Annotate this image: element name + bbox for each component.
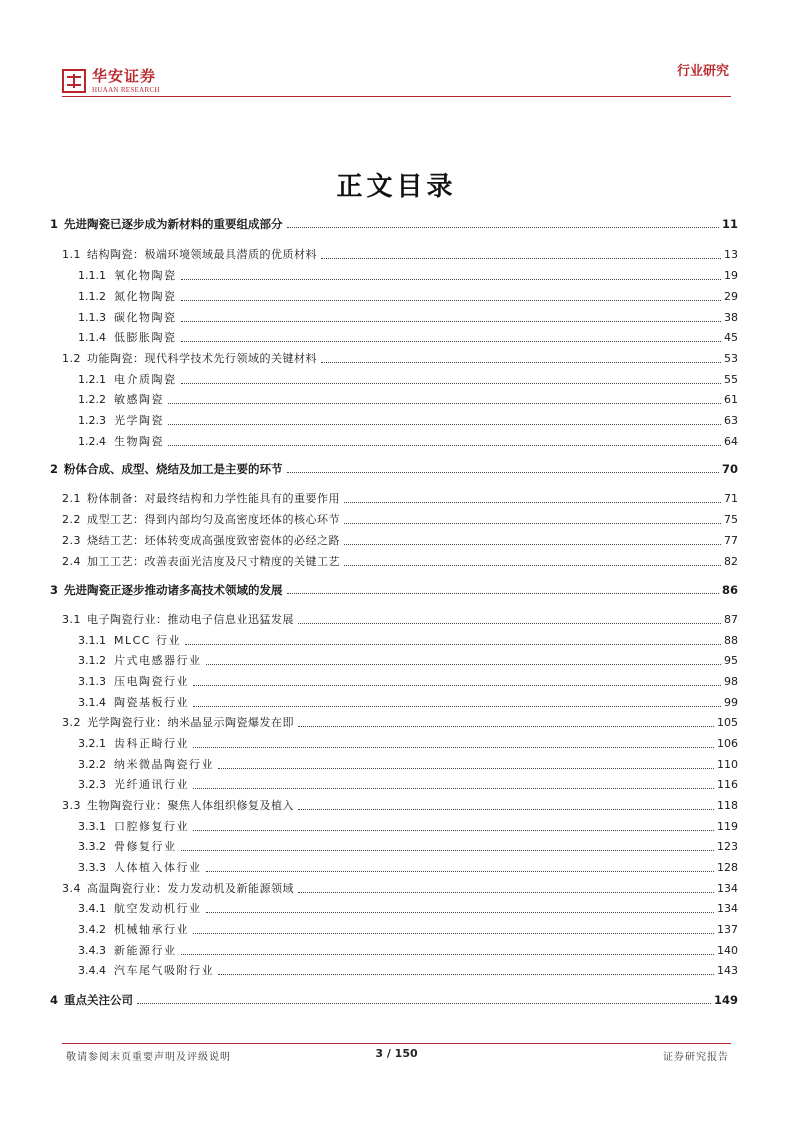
toc-entry[interactable] <box>78 734 738 754</box>
toc-leader-dots <box>287 472 719 473</box>
toc-entry-number: 3.2 <box>62 716 81 729</box>
toc-leader-dots <box>181 300 722 301</box>
toc-leader-dots <box>298 809 714 810</box>
toc-entry-label: 片式电感器行业 <box>114 654 202 667</box>
toc-leader-dots <box>344 502 721 503</box>
toc-leader-dots <box>168 424 721 425</box>
toc-entry-number: 3.4.2 <box>78 923 106 936</box>
toc-leader-dots <box>181 954 715 955</box>
toc-entry-page: 149 <box>713 993 738 1007</box>
toc-entry[interactable] <box>78 287 738 307</box>
toc-leader-dots <box>181 341 722 342</box>
toc-entry-page: 95 <box>724 654 738 667</box>
toc-entry[interactable] <box>78 817 738 837</box>
toc-entry-number: 3.3.1 <box>78 820 106 833</box>
toc-entry[interactable] <box>78 775 738 795</box>
toc-entry-label: 电子陶瓷行业：推动电子信息业迅猛发展 <box>87 613 294 626</box>
toc-leader-dots <box>298 892 714 893</box>
toc-entry-label: 生物陶瓷 <box>114 435 164 448</box>
toc-entry-page: 98 <box>724 675 738 688</box>
toc-entry-number: 3.1.2 <box>78 654 106 667</box>
toc-entry-number: 1.1.3 <box>78 311 106 324</box>
toc-entry-number: 1.1.1 <box>78 269 106 282</box>
toc-entry-page: 63 <box>724 414 738 427</box>
toc-entry-page: 86 <box>721 583 738 597</box>
toc-entry-number: 2 <box>50 462 59 476</box>
toc-leader-dots <box>193 933 714 934</box>
toc-entry[interactable] <box>78 390 738 410</box>
toc-entry-page: 119 <box>717 820 738 833</box>
toc-leader-dots <box>321 258 721 259</box>
toc-entry-label: 粉体制备：对最终结构和力学性能具有的重要作用 <box>87 492 340 505</box>
toc-leader-dots <box>137 1003 711 1004</box>
toc-entry-page: 70 <box>721 462 738 476</box>
toc-entry-number: 3.2.2 <box>78 758 106 771</box>
toc-entry-page: 64 <box>724 435 738 448</box>
toc-leader-dots <box>168 403 721 404</box>
toc-leader-dots <box>218 974 714 975</box>
toc-entry-label: 生物陶瓷行业：聚焦人体组织修复及植入 <box>87 799 294 812</box>
toc-entry-label: 口腔修复行业 <box>114 820 189 833</box>
toc-entry[interactable] <box>78 411 738 431</box>
toc-leader-dots <box>181 383 722 384</box>
toc-leader-dots <box>193 706 721 707</box>
toc-entry-number: 1 <box>50 217 59 231</box>
toc-entry-page: 123 <box>717 840 738 853</box>
toc-entry-label: 陶瓷基板行业 <box>114 696 189 709</box>
toc-entry-label: 敏感陶瓷 <box>114 393 164 406</box>
toc-entry[interactable] <box>78 266 738 286</box>
toc-entry-page: 143 <box>717 964 738 977</box>
toc-entry-label: 成型工艺：得到内部均匀及高密度坯体的核心环节 <box>87 513 340 526</box>
toc-entry-number: 1.2.4 <box>78 435 106 448</box>
toc-entry-page: 82 <box>724 555 738 568</box>
toc-leader-dots <box>206 871 715 872</box>
toc-leader-dots <box>181 321 722 322</box>
toc-leader-dots <box>206 664 722 665</box>
toc-entry[interactable] <box>62 349 738 369</box>
toc-entry[interactable] <box>78 328 738 348</box>
toc-leader-dots <box>181 279 722 280</box>
toc-entry-page: 45 <box>724 331 738 344</box>
toc-leader-dots <box>193 788 714 789</box>
toc-entry-label: 先进陶瓷已逐步成为新材料的重要组成部分 <box>64 217 283 231</box>
toc-entry-number: 1.1 <box>62 248 81 261</box>
toc-entry-number: 1.1.4 <box>78 331 106 344</box>
toc-entry-page: 106 <box>717 737 738 750</box>
toc-entry-page: 116 <box>717 778 738 791</box>
toc-entry-number: 3.4.1 <box>78 902 106 915</box>
toc-entry-label: 纳米微晶陶瓷行业 <box>114 758 214 771</box>
toc-entry-number: 3.2.3 <box>78 778 106 791</box>
footer-doc-type: 证券研究报告 <box>663 1052 729 1063</box>
toc-entry[interactable] <box>78 432 738 452</box>
footer-divider <box>62 1043 731 1044</box>
toc-entry[interactable] <box>78 651 738 671</box>
toc-entry[interactable] <box>78 941 738 961</box>
toc-entry-page: 19 <box>724 269 738 282</box>
toc-entry-page: 118 <box>717 799 738 812</box>
toc-entry-page: 11 <box>721 217 738 231</box>
toc-entry-label: 烧结工艺：坯体转变成高强度致密瓷体的必经之路 <box>87 534 340 547</box>
toc-entry-label: 加工工艺：改善表面光洁度及尺寸精度的关键工艺 <box>87 555 340 568</box>
toc-entry[interactable] <box>50 214 738 234</box>
footer-disclaimer: 敬请参阅末页重要声明及评级说明 <box>66 1052 231 1063</box>
toc-entry-number: 3.1.4 <box>78 696 106 709</box>
toc-entry[interactable] <box>62 879 738 899</box>
toc-entry[interactable] <box>62 610 738 630</box>
toc-entry[interactable] <box>78 899 738 919</box>
toc-leader-dots <box>287 593 719 594</box>
toc-entry-number: 2.4 <box>62 555 81 568</box>
toc-entry-label: 机械轴承行业 <box>114 923 189 936</box>
toc-entry-page: 55 <box>724 373 738 386</box>
toc-leader-dots <box>206 912 715 913</box>
toc-entry-label: 碳化物陶瓷 <box>114 311 177 324</box>
toc-entry-label: 汽车尾气吸附行业 <box>114 964 214 977</box>
toc-entry-page: 29 <box>724 290 738 303</box>
toc-leader-dots <box>193 685 721 686</box>
huaan-logo-icon <box>62 69 86 93</box>
toc-entry[interactable] <box>78 672 738 692</box>
toc-entry-label: 骨修复行业 <box>114 840 177 853</box>
toc-leader-dots <box>185 644 721 645</box>
toc-entry-label: 粉体合成、成型、烧结及加工是主要的环节 <box>64 462 283 476</box>
toc-entry-number: 3.1.1 <box>78 634 106 647</box>
toc-leader-dots <box>298 726 714 727</box>
toc-entry[interactable] <box>78 308 738 328</box>
toc-entry-number: 3.3.3 <box>78 861 106 874</box>
toc-entry-label: 高温陶瓷行业：发力发动机及新能源领域 <box>87 882 294 895</box>
toc-entry-page: 71 <box>724 492 738 505</box>
toc-entry[interactable] <box>50 459 738 479</box>
toc-entry-page: 134 <box>717 902 738 915</box>
toc-leader-dots <box>218 768 714 769</box>
toc-entry[interactable] <box>62 245 738 265</box>
toc-leader-dots <box>193 830 714 831</box>
toc-entry-number: 3.3.2 <box>78 840 106 853</box>
toc-leader-dots <box>287 227 719 228</box>
toc-entry-label: 人体植入体行业 <box>114 861 202 874</box>
toc-entry[interactable] <box>50 580 738 600</box>
toc-entry-label: 电介质陶瓷 <box>114 373 177 386</box>
toc-entry[interactable] <box>78 370 738 390</box>
toc-entry-page: 99 <box>724 696 738 709</box>
toc-entry[interactable] <box>50 990 738 1010</box>
toc-entry-label: 重点关注公司 <box>64 993 134 1007</box>
toc-entry-label: 航空发动机行业 <box>114 902 202 915</box>
toc-entry-page: 77 <box>724 534 738 547</box>
toc-entry[interactable] <box>78 631 738 651</box>
toc-leader-dots <box>344 565 721 566</box>
logo-english-name: HUAAN RESEARCH <box>92 85 160 94</box>
toc-entry-label: 新能源行业 <box>114 944 177 957</box>
toc-entry[interactable] <box>62 531 738 551</box>
toc-entry-number: 1.2 <box>62 352 81 365</box>
toc-entry-page: 38 <box>724 311 738 324</box>
toc-entry-label: 齿科正畸行业 <box>114 737 189 750</box>
toc-entry-label: 低膨胀陶瓷 <box>114 331 177 344</box>
toc-entry-number: 3.3 <box>62 799 81 812</box>
toc-entry-number: 3.4 <box>62 882 81 895</box>
toc-entry-number: 1.2.3 <box>78 414 106 427</box>
toc-entry-page: 128 <box>717 861 738 874</box>
toc-entry-number: 3.2.1 <box>78 737 106 750</box>
toc-leader-dots <box>193 747 714 748</box>
toc-entry-label: 氧化物陶瓷 <box>114 269 177 282</box>
toc-entry-page: 61 <box>724 393 738 406</box>
toc-leader-dots <box>181 850 715 851</box>
toc-leader-dots <box>298 623 721 624</box>
toc-entry[interactable] <box>78 961 738 981</box>
toc-entry-page: 110 <box>717 758 738 771</box>
toc-leader-dots <box>344 523 721 524</box>
toc-entry[interactable] <box>78 920 738 940</box>
toc-entry-number: 2.1 <box>62 492 81 505</box>
toc-entry-number: 1.2.1 <box>78 373 106 386</box>
toc-entry-page: 75 <box>724 513 738 526</box>
toc-entry-label: 光学陶瓷行业：纳米晶显示陶瓷爆发在即 <box>87 716 294 729</box>
page-title: 正文目录 <box>336 172 457 202</box>
toc-entry-page: 137 <box>717 923 738 936</box>
toc-entry[interactable] <box>78 693 738 713</box>
toc-entry-label: 先进陶瓷正逐步推动诸多高技术领域的发展 <box>64 583 283 597</box>
report-category: 行业研究 <box>676 64 729 79</box>
toc-entry[interactable] <box>62 796 738 816</box>
toc-entry-number: 2.2 <box>62 513 81 526</box>
toc-entry-page: 134 <box>717 882 738 895</box>
toc-entry-label: 氮化物陶瓷 <box>114 290 177 303</box>
toc-entry-page: 140 <box>717 944 738 957</box>
toc-entry-number: 2.3 <box>62 534 81 547</box>
toc-entry-number: 3.1.3 <box>78 675 106 688</box>
toc-entry-label: MLCC 行业 <box>114 634 181 647</box>
toc-entry-number: 3.1 <box>62 613 81 626</box>
toc-leader-dots <box>321 362 721 363</box>
toc-entry-number: 1.2.2 <box>78 393 106 406</box>
toc-leader-dots <box>168 445 721 446</box>
toc-entry[interactable] <box>78 858 738 878</box>
toc-entry-label: 光纤通讯行业 <box>114 778 189 791</box>
toc-entry[interactable] <box>62 552 738 572</box>
toc-entry-label: 光学陶瓷 <box>114 414 164 427</box>
toc-leader-dots <box>344 544 721 545</box>
toc-entry[interactable] <box>62 489 738 509</box>
toc-entry-number: 1.1.2 <box>78 290 106 303</box>
toc-entry-label: 功能陶瓷：现代科学技术先行领域的关键材料 <box>87 352 317 365</box>
toc-entry-number: 3.4.3 <box>78 944 106 957</box>
toc-entry-number: 3 <box>50 583 59 597</box>
toc-entry-label: 压电陶瓷行业 <box>114 675 189 688</box>
toc-entry-page: 13 <box>724 248 738 261</box>
toc-entry-number: 4 <box>50 993 59 1007</box>
page-number: 3 / 150 <box>375 1047 418 1060</box>
toc-entry-page: 88 <box>724 634 738 647</box>
toc-entry-label: 结构陶瓷：极端环境领域最具潜质的优质材料 <box>87 248 317 261</box>
toc-entry-number: 3.4.4 <box>78 964 106 977</box>
company-logo <box>62 64 160 98</box>
header-divider <box>62 96 731 97</box>
toc-entry-page: 105 <box>717 716 738 729</box>
toc-entry-page: 87 <box>724 613 738 626</box>
logo-chinese-name: 华安证券 <box>92 66 157 85</box>
toc-entry[interactable] <box>78 837 738 857</box>
toc-entry[interactable] <box>62 713 738 733</box>
toc-entry[interactable] <box>78 755 738 775</box>
toc-entry-page: 53 <box>724 352 738 365</box>
toc-entry[interactable] <box>62 510 738 530</box>
